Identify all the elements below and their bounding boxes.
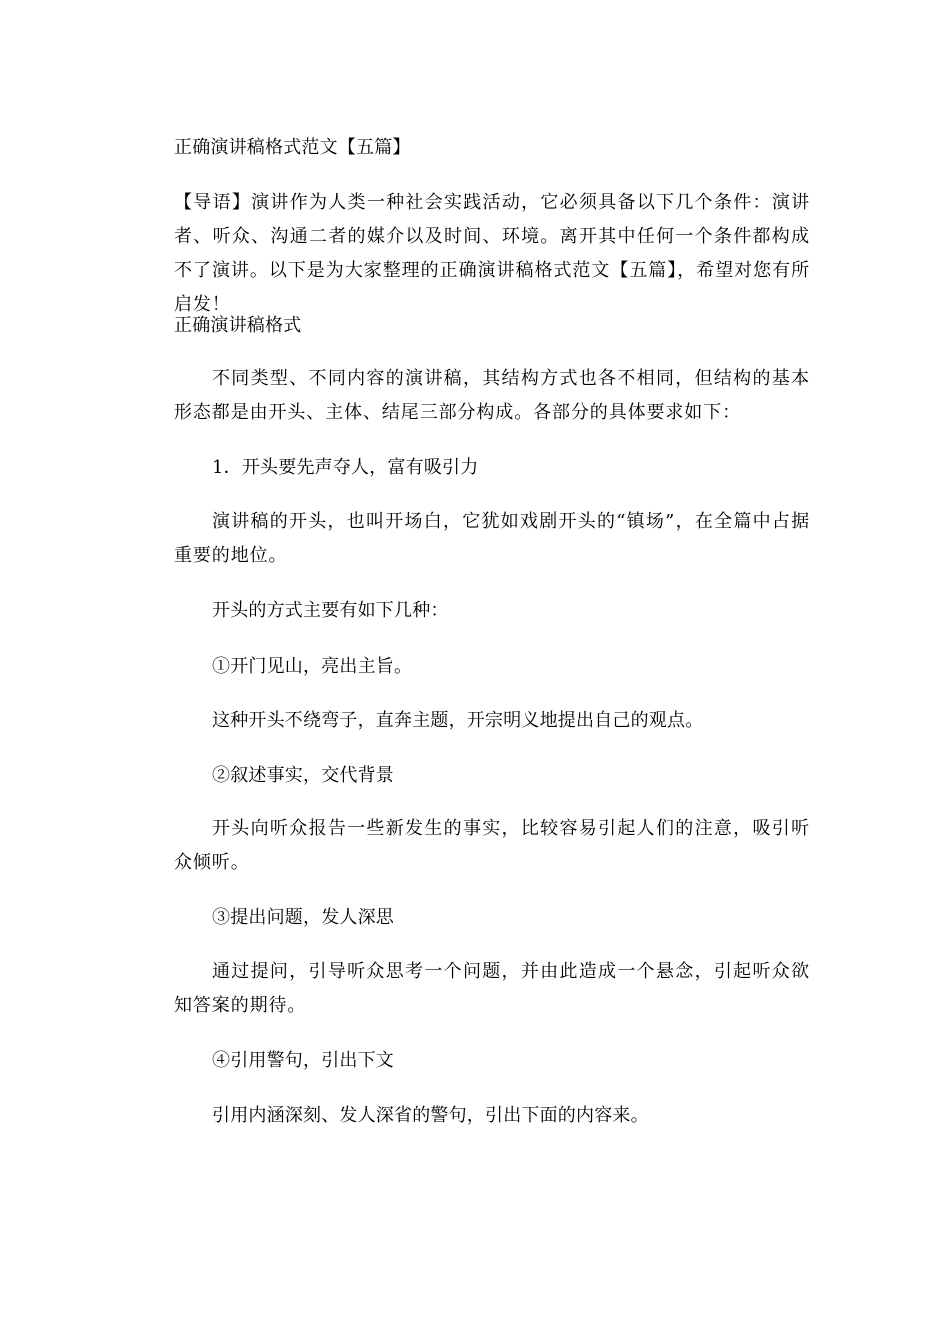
section-heading: 正确演讲稿格式 (174, 315, 302, 336)
methods-intro: 开头的方式主要有如下几种： (212, 600, 449, 621)
method-1-title: ①开门见山，亮出主旨。 (212, 656, 413, 677)
point-1-heading: 1．开头要先声夺人，富有吸引力 (212, 457, 479, 478)
method-1-description: 这种开头不绕弯子，直奔主题，开宗明义地提出自己的观点。 (212, 710, 704, 731)
method-4-title: ④引用警句，引出下文 (212, 1050, 394, 1071)
opening-description: 演讲稿的开头，也叫开场白，它犹如戏剧开头的“镇场”，在全篇中占据重要的地位。 (174, 511, 810, 566)
method-2-title: ②叙述事实，交代背景 (212, 765, 394, 786)
document-title: 正确演讲稿格式范文【五篇】 (174, 137, 411, 158)
method-2-description: 开头向听众报告一些新发生的事实，比较容易引起人们的注意，吸引听众倾听。 (174, 818, 810, 873)
intro-paragraph: 【导语】演讲作为人类一种社会实践活动，它必须具备以下几个条件：演讲者、听众、沟通二者的媒介以及时间、环境。离开其中任何一个条件都构成不了演讲。以下是为大家整理的正确演讲稿格式范文【五篇】，希望对您有所启发！ (174, 192, 810, 315)
method-3-description: 通过提问，引导听众思考一个问题，并由此造成一个悬念，引起听众欲知答案的期待。 (174, 961, 810, 1016)
method-3-title: ③提出问题，发人深思 (212, 907, 394, 928)
method-4-description: 引用内涵深刻、发人深省的警句，引出下面的内容来。 (212, 1105, 649, 1126)
structure-paragraph: 不同类型、不同内容的演讲稿，其结构方式也各不相同，但结构的基本形态都是由开头、主体、结尾三部分构成。各部分的具体要求如下： (174, 368, 810, 423)
